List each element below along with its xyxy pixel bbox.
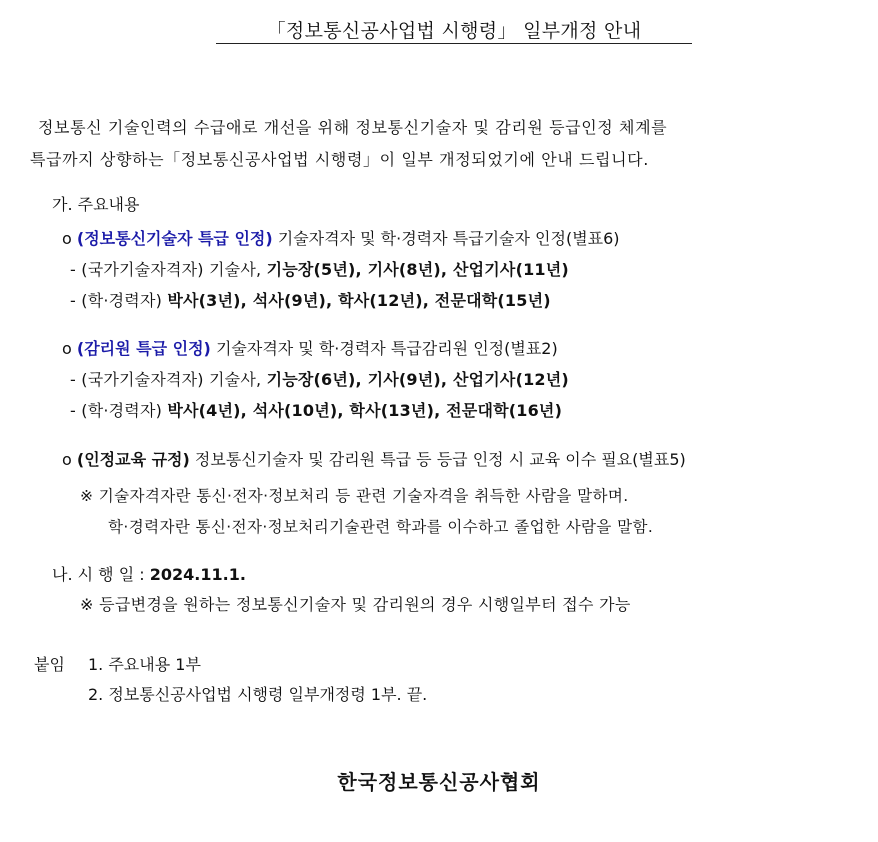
item-1-sub-2 [70, 290, 551, 312]
item-2-sub-1-values: 기능장(6년), 기사(9년), 산업기사(12년) [266, 370, 569, 389]
section-na [52, 564, 246, 586]
item-1 [62, 228, 620, 250]
item-2-sub-2 [70, 400, 562, 422]
note-1-line-1: ※ 기술자격자란 통신·전자·정보처리 등 관련 기술자격을 취득한 사람을 말하며. [80, 487, 629, 505]
attachments-label: 붙임 [34, 655, 65, 674]
intro-line-1: 정보통신 기술인력의 수급애로 개선을 위해 정보통신기술자 및 감리원 등급인정 체계를 [38, 118, 668, 137]
item-2-sub-1-label: - (국가기술자격자) 기술사, [70, 370, 267, 389]
item-2 [62, 338, 558, 360]
item-2-desc: 기술자격자 및 학·경력자 특급감리원 인정(별표2) [210, 339, 558, 358]
item-2-bullet: o [62, 339, 72, 358]
item-3-heading: (인정교육 규정) [76, 450, 190, 469]
document-title: 「정보통신공사업법 시행령」 일부개정 안내 [216, 20, 692, 44]
item-1-bullet: o [62, 229, 72, 248]
section-ga-heading: 가. 주요내용 [52, 195, 140, 214]
item-2-sub-1 [70, 369, 569, 391]
item-3-bullet: o [62, 450, 72, 469]
note-1-line-2: 학·경력자란 통신·전자·정보처리기술관련 학과를 이수하고 졸업한 사람을 말함. [108, 518, 654, 536]
item-1-desc: 기술자격자 및 학·경력자 특급기술자 인정(별표6) [272, 229, 620, 248]
attachment-2: 2. 정보통신공사업법 시행령 일부개정령 1부. 끝. [88, 685, 428, 704]
item-3-desc: 정보통신기술자 및 감리원 특급 등 등급 인정 시 교육 이수 필요(별표5) [189, 450, 686, 469]
item-1-sub-2-values: 박사(3년), 석사(9년), 학사(12년), 전문대학(15년) [167, 291, 551, 310]
item-1-sub-1-label: - (국가기술자격자) 기술사, [70, 260, 267, 279]
item-1-sub-1 [70, 259, 569, 281]
intro-line-2: 특급까지 상향하는「정보통신공사업법 시행령」이 일부 개정되었기에 안내 드립니다. [30, 150, 649, 169]
section-na-label: 나. 시 행 일 : [52, 565, 150, 584]
item-2-sub-2-values: 박사(4년), 석사(10년), 학사(13년), 전문대학(16년) [167, 401, 563, 420]
item-1-heading: (정보통신기술자 특급 인정) [76, 229, 273, 248]
item-2-heading: (감리원 특급 인정) [76, 339, 211, 358]
item-3 [62, 449, 686, 471]
item-1-sub-1-values: 기능장(5년), 기사(8년), 산업기사(11년) [266, 260, 569, 279]
organization-name: 한국정보통신공사협회 [337, 770, 541, 794]
effective-date: 2024.11.1. [149, 565, 246, 584]
item-1-sub-2-label: - (학·경력자) [70, 291, 168, 310]
note-2: ※ 등급변경을 원하는 정보통신기술자 및 감리원의 경우 시행일부터 접수 가능 [80, 595, 631, 614]
item-2-sub-2-label: - (학·경력자) [70, 401, 168, 420]
attachment-1: 1. 주요내용 1부 [88, 655, 201, 674]
